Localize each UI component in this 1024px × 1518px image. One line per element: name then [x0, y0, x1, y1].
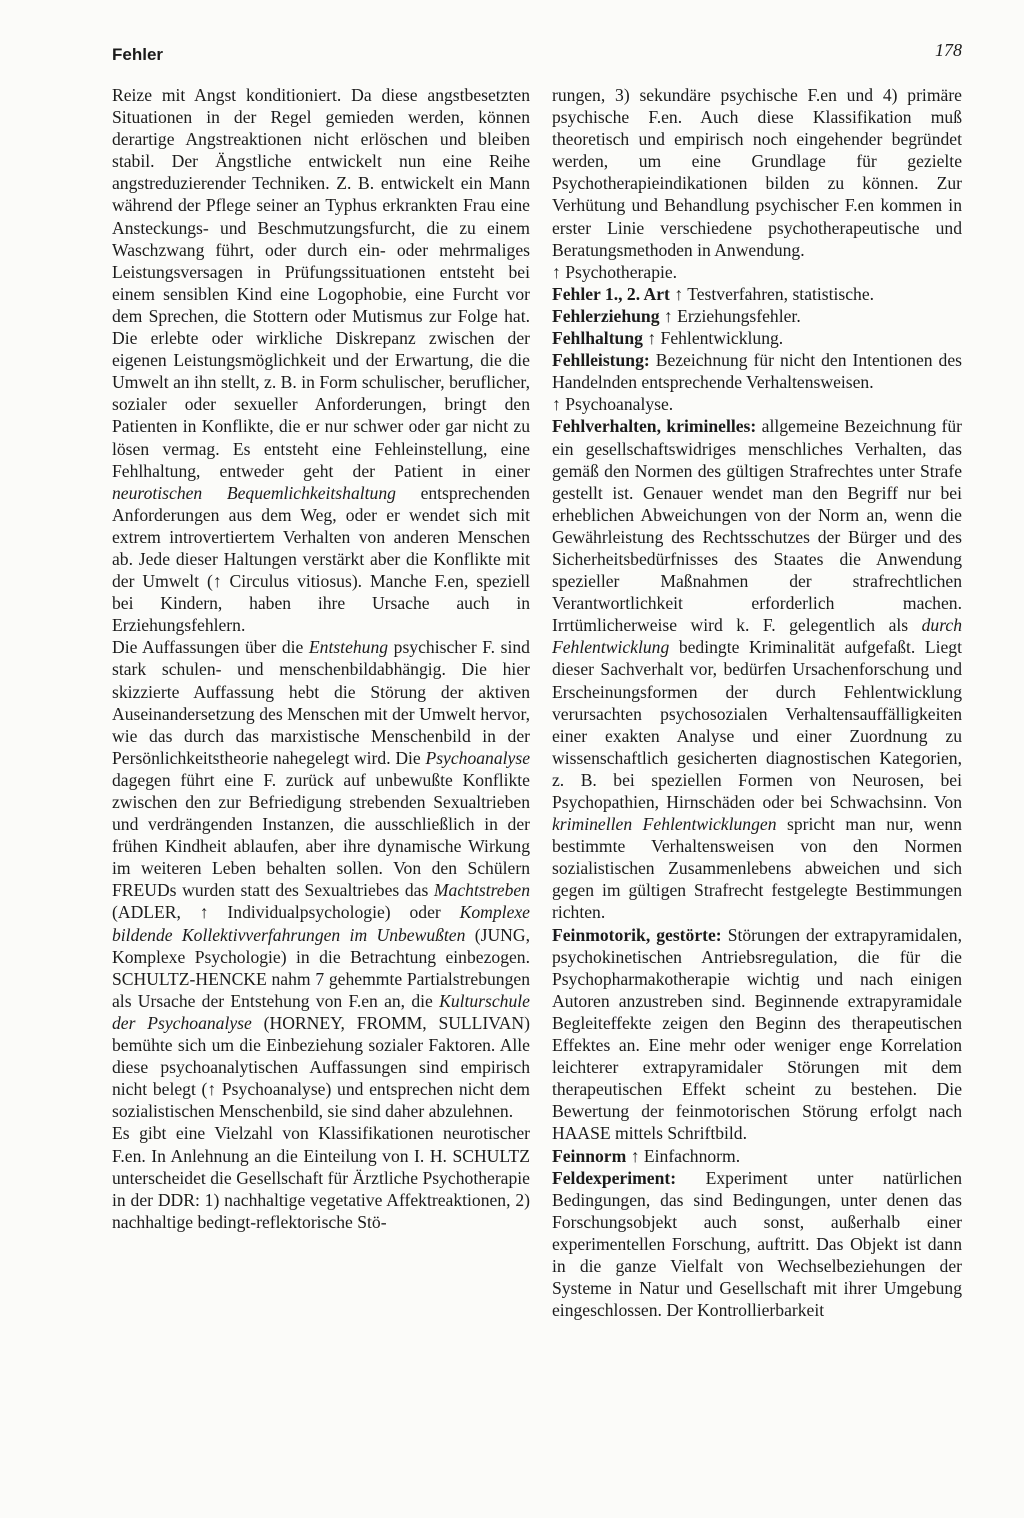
- entry-fehlerziehung: Fehlerziehung ↑ Erziehungsfehler.: [552, 305, 801, 326]
- running-head: Fehler: [112, 45, 164, 64]
- paragraph-angst: Reize mit Angst konditioniert. Da diese angstbesetzten Situationen in der Regel gemieden werden, können derartige Angstreaktionen nicht erlöschen und bleiben stabil. Der Ängstliche entwickelt nun eine Reihe angstreduzierender Techniken. Z. B. entwickelt ein Mann während der Pflege seiner an Typhus erkrankten Frau eine Ansteckungs- und Beschmutzungsfurcht, die zu einem Waschzwang führt, oder durch ein- oder mehrmaliges Leistungsversagen in Prüfungssituationen entsteht bei einem sensiblen Kind eine Logophobie, eine Furcht vor dem Sprechen, die Stottern oder Mutismus zur Folge hat. Die erlebte oder wirkliche Diskrepanz zwischen der eigenen Leistungsmöglichkeit und der Erwartung, die die Umwelt an ihn stellt, z. B. in Form schulischer, beruflicher, sozialer oder sexueller Anforderungen, bringt den Patienten in Konflikte, die er nur schwer oder gar nicht zu lösen vermag. Es entsteht eine Fehleinstellung, eine Fehlhaltung, entweder geht der Patient in einer neurotischen Bequemlichkeitshaltung entsprechenden Anforderungen aus dem Weg, oder er wendet sich mit extrem introvertiertem Verhalten von anderen Menschen ab. Jede dieser Haltungen verstärkt aber die Konflikte mit der Umwelt (↑ Circulus vitiosus). Manche F.en, speziell bei Kindern, haben ihre Ursache auch in Erziehungsfehlern.: [112, 85, 530, 636]
- paragraph-continuation: rungen, 3) sekundäre psychische F.en und 4) primäre psychische F.en. Auch diese Klassifikation muß theoretisch und empirisch noch eingehender begründet werden, um eine Grundlage für gezielte Psychotherapieindikationen bilden zu können. Zur Verhütung und Behandlung psychischer F.en kommen in erster Linie verschiedene psychotherapeutische und Beratungsmethoden in Anwendung.: [552, 85, 962, 260]
- entry-fehler-art: Fehler 1., 2. Art ↑ Testverfahren, statistische.: [552, 283, 875, 304]
- entry-term: Fehlverhalten, kriminelles:: [552, 416, 757, 437]
- right-column: [552, 84, 962, 1321]
- entry-feinnorm: Feinnorm ↑ Einfachnorm.: [552, 1145, 741, 1166]
- entry-fehlleistung: Fehlleistung: Bezeichnung für nicht den Intentionen des Handelnden entsprechende Verhaltensweisen. ↑ Psychoanalyse.: [552, 350, 962, 415]
- page-number: 178: [935, 40, 962, 60]
- entry-term: Fehler 1., 2. Art: [552, 283, 670, 304]
- italic-term: Psychoanalyse: [425, 747, 531, 768]
- entry-fehlverhalten: Fehlverhalten, kriminelles: allgemeine Bezeichnung für ein gesellschaftswidriges menschliches Verhalten, das gemäß den Normen des gültigen Strafrechtes unter Strafe gestellt ist. Genauer wendet man den Begriff nur bei erheblichen Abweichungen von der Norm an, wenn die Gewährleistung des Rechtsschutzes der Bürger und des Sicherheitsbedürfnisses des Staates die Anwendung spezieller Maßnahmen der strafrechtlichen Verantwortlichkeit erforderlich machen. Irrtümlicherweise wird k. F. gelegentlich als durch Fehlentwicklung bedingte Kriminalität aufgefaßt. Liegt dieser Sachverhalt vor, bedürfen Ursachenforschung und Erscheinungsformen der durch Fehlentwicklung verursachten psychosozialen Verhaltensauffälligkeiten einer exakten Analyse und einer Zuordnung zu wissenschaftlich gesicherten diagnostischen Kategorien, z. B. bei speziellen Formen von Neurosen, bei Psychopathien, Hirnschäden oder bei Schwachsinn. Von kriminellen Fehlentwicklungen spricht man nur, wenn bestimmte Verhaltensweisen von den Normen sozialistischen Zusammenlebens abweichen und sich gegen im gültigen Strafrecht festgelegte Bestimmungen richten.: [552, 416, 962, 923]
- cross-reference: ↑ Psychotherapie.: [552, 261, 678, 282]
- entry-feldexperiment: Feldexperiment: Experiment unter natürlichen Bedingungen, das sind Bedingungen, unter denen das Forschungsobjekt auch sonst, außerhalb einer experimentellen Forschung, auftritt. Das Objekt ist dann in die ganze Vielfalt von Wechselbeziehungen der Systeme in Natur und Gesellschaft mit ihrer Umgebung eingeschlossen. Der Kontrollierbarkeit: [552, 1167, 962, 1321]
- paragraph-klassifikationen: Es gibt eine Vielzahl von Klassifikationen neurotischer F.en. In Anlehnung an die Einteilung von I. H. SCHULTZ unterscheidet die Gesellschaft für Ärztliche Psychotherapie in der DDR: 1) nachhaltige vegetative Affektreaktionen, 2) nachhaltige bedingt-reflektorische Stö-: [112, 1123, 530, 1232]
- entry-term: Feinmotorik, gestörte:: [552, 924, 722, 945]
- entry-term: Feldexperiment:: [552, 1167, 677, 1188]
- left-column: [112, 84, 530, 1233]
- entry-term: Fehlhaltung: [552, 328, 643, 349]
- italic-term: neurotischen Bequemlichkeitshaltung: [112, 482, 396, 503]
- entry-fehlhaltung: Fehlhaltung ↑ Fehlentwicklung.: [552, 328, 784, 349]
- italic-term: Entstehung: [308, 637, 389, 658]
- cross-reference: ↑ Psychoanalyse.: [552, 394, 674, 415]
- entry-term: Fehlleistung:: [552, 350, 650, 371]
- entry-feinmotorik: Feinmotorik, gestörte: Störungen der extrapyramidalen, psychokinetischen Antriebsregulation, die für die Psychopharmakotherapie wichtig und nach einigen Autoren anzustreben sind. Beginnende extrapyramidale Begleiteffekte zeigen den Beginn des therapeutischen Effektes an. Eine mehr oder weniger enge Korrelation leichterer extrapyramidaler Störungen mit dem therapeutischen Effekt scheint zu bestehen. Die Bewertung der feinmotorischen Störung erfolgt nach HAASE mittels Schriftbild.: [552, 924, 962, 1144]
- italic-term: Komplexe bildende Kollektivverfahrungen im Unbewußten: [112, 902, 530, 945]
- paragraph-auffassungen: Die Auffassungen über die Entstehung psychischer F. sind stark schulen- und menschenbildabhängig. Die hier skizzierte Auffassung hebt die Störung der aktiven Auseinandersetzung des Menschen mit der Umwelt hervor, wie das durch das marxistische Menschenbild in der Persönlichkeitstheorie nahegelegt wird. Die Psychoanalyse dagegen führt eine F. zurück auf unbewußte Konflikte zwischen den zur Befriedigung strebenden Sexualtrieben und verdrängenden Instanzen, die ausschließlich in der frühen Kindheit ablaufen, aber ihre dynamische Wirkung im weiteren Leben behalten sollen. Von den Schülern FREUDs wurden statt des Sexualtriebes das Machtstreben (ADLER, ↑ Individualpsychologie) oder Komplexe bildende Kollektivverfahrungen im Unbewußten (JUNG, Komplexe Psychologie) in die Betrachtung einbezogen. SCHULTZ-HENCKE nahm 7 gehemmte Partialstrebungen als Ursache der Entstehung von F.en an, die Kulturschule der Psychoanalyse (HORNEY, FROMM, SULLIVAN) bemühte sich um die Einbeziehung sozialer Faktoren. Alle diese psychoanalytischen Auffassungen sind empirisch nicht belegt (↑ Psychoanalyse) und entsprechen nicht dem sozialistischen Menschenbild, sie sind daher abzulehnen.: [112, 637, 531, 1122]
- italic-term: Machtstreben: [433, 880, 530, 901]
- italic-term: durch Fehlentwicklung: [552, 615, 962, 658]
- italic-term: Kulturschule der Psychoanalyse: [112, 990, 530, 1033]
- entry-term: Feinnorm: [552, 1145, 627, 1166]
- italic-term: kriminellen Fehlentwicklungen: [552, 814, 777, 835]
- entry-term: Fehlerziehung: [552, 305, 660, 326]
